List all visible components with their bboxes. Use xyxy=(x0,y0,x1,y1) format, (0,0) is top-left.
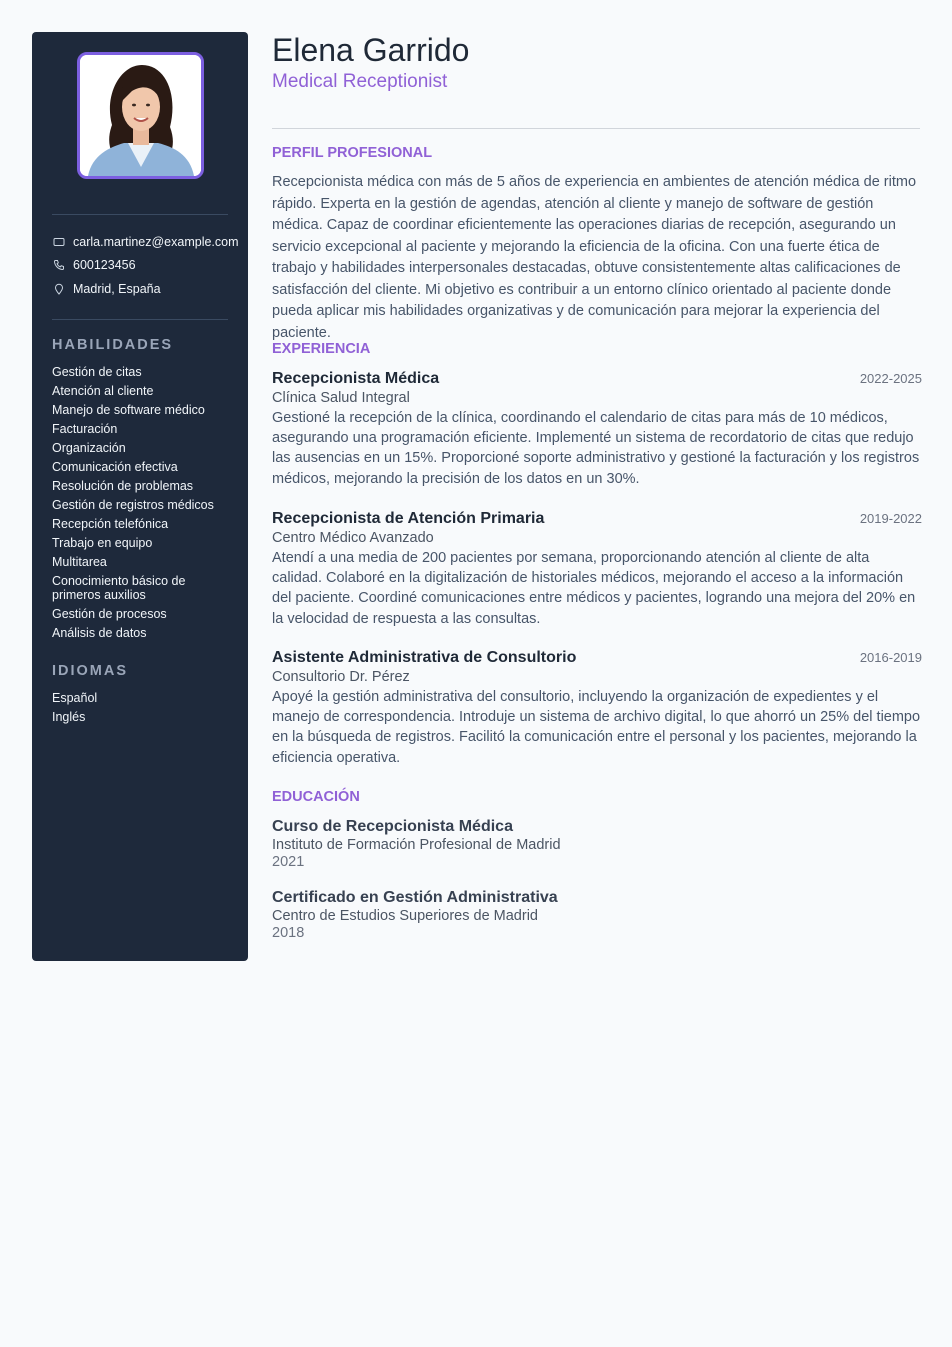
education-year: 2021 xyxy=(272,854,305,870)
job-company: Centro Médico Avanzado xyxy=(272,530,434,546)
mail-icon xyxy=(52,235,65,248)
experience-item xyxy=(272,648,922,768)
sidebar-divider xyxy=(52,214,228,215)
job-title: Recepcionista Médica xyxy=(272,370,440,387)
candidate-name: Elena Garrido xyxy=(272,32,470,68)
email-text: carla.martinez@example.com xyxy=(73,234,239,249)
job-dates: 2022-2025 xyxy=(859,371,922,386)
section-title-profile: PERFIL PROFESIONAL xyxy=(272,145,433,161)
main-content xyxy=(272,32,922,941)
skill-item: Recepción telefónica xyxy=(52,517,169,531)
skill-item: Análisis de datos xyxy=(52,626,147,640)
experience-item xyxy=(272,369,922,489)
job-description: Gestioné la recepción de la clínica, coordinando el calendario de citas para más de 10 médicos, asegurando una programación eficiente. Implementé un sistema de recordatorio de citas que redujo las ausencias en un 15%. Proporcioné soporte administrativo y gestioné la facturación y los registros médicos, mejorando la precisión de los datos en un 30%. xyxy=(272,410,920,487)
education-year: 2018 xyxy=(272,925,305,941)
job-dates: 2019-2022 xyxy=(859,511,922,526)
skills-heading: HABILIDADES xyxy=(52,337,174,353)
contact-block xyxy=(52,230,248,301)
skill-item: Organización xyxy=(52,441,126,455)
job-dates: 2016-2019 xyxy=(859,650,922,665)
skill-item: Manejo de software médico xyxy=(52,403,205,417)
job-company: Clínica Salud Integral xyxy=(272,390,410,406)
contact-location xyxy=(52,277,248,301)
phone-text: 600123456 xyxy=(73,258,136,273)
job-description: Apoyé la gestión administrativa del consultorio, incluyendo la organización de expedientes y el manejo de correspondencia. Introduje un sistema de archivo digital, lo que ahorró un 25% del tiempo en la búsqueda de registros. Facilitó la comunicación entre el personal y los pacientes, mejorando la eficiencia operativa. xyxy=(272,689,921,766)
skill-item: Conocimiento básico de primeros auxilios xyxy=(52,574,186,602)
profile-summary: Recepcionista médica con más de 5 años de experiencia en ambientes de atención médica de ritmo rápido. Experta en la gestión de agendas, atención al cliente y manejo de software de gestión médica. Capaz de coordinar eficientemente las operaciones diarias de recepción, asegurando un servicio excepcional al paciente y mejorando la eficiencia de la oficina. Con una fuerte ética de trabajo y habilidades interpersonales destacadas, obtuve consistentemente altas calificaciones de satisfacción del cliente. Mi objetivo es contribuir a un entorno clínico orientado al paciente donde pueda aplicar mis habilidades organizativas y de comunicación para mejorar la experiencia del paciente. xyxy=(272,174,917,341)
experience-item xyxy=(272,509,922,629)
skill-item: Gestión de citas xyxy=(52,365,142,379)
education-item xyxy=(272,888,920,941)
contact-phone[interactable] xyxy=(52,254,248,278)
header-divider xyxy=(272,128,920,129)
education-item xyxy=(272,817,920,870)
portrait-image xyxy=(80,55,201,176)
skill-item: Multitarea xyxy=(52,555,107,569)
education-title: Curso de Recepcionista Médica xyxy=(272,818,513,835)
languages-list xyxy=(52,691,232,729)
skill-item: Gestión de procesos xyxy=(52,607,167,621)
skill-item: Gestión de registros médicos xyxy=(52,498,214,512)
language-item: Inglés xyxy=(52,710,86,724)
job-description: Atendí a una media de 200 pacientes por semana, proporcionando atención al cliente de alta calidad. Colaboré en la digitalización de historiales médicos, mejorando el acceso a la información del paciente. Coordiné comunicaciones entre médicos y pacientes, logrando una mejora del 20% en la velocidad de respuesta a las consultas. xyxy=(272,550,916,627)
candidate-role: Medical Receptionist xyxy=(272,71,448,92)
sidebar-divider xyxy=(52,319,228,320)
education-institution: Centro de Estudios Superiores de Madrid xyxy=(272,908,538,924)
map-pin-icon xyxy=(52,282,65,295)
skills-list xyxy=(52,365,232,645)
profile-photo xyxy=(77,52,204,179)
education-institution: Instituto de Formación Profesional de Madrid xyxy=(272,837,561,853)
languages-heading: IDIOMAS xyxy=(52,663,129,679)
section-title-experience: EXPERIENCIA xyxy=(272,341,371,357)
location-text: Madrid, España xyxy=(73,281,161,296)
job-title: Recepcionista de Atención Primaria xyxy=(272,510,545,527)
job-company: Consultorio Dr. Pérez xyxy=(272,669,410,685)
skill-item: Comunicación efectiva xyxy=(52,460,178,474)
phone-icon xyxy=(52,259,65,272)
skill-item: Atención al cliente xyxy=(52,384,154,398)
sidebar xyxy=(32,32,248,961)
job-title: Asistente Administrativa de Consultorio xyxy=(272,649,577,666)
skill-item: Resolución de problemas xyxy=(52,479,194,493)
contact-email[interactable] xyxy=(52,230,248,254)
language-item: Español xyxy=(52,691,98,705)
skill-item: Trabajo en equipo xyxy=(52,536,153,550)
section-title-education: EDUCACIÓN xyxy=(272,789,360,805)
skill-item: Facturación xyxy=(52,422,118,436)
education-title: Certificado en Gestión Administrativa xyxy=(272,889,558,906)
